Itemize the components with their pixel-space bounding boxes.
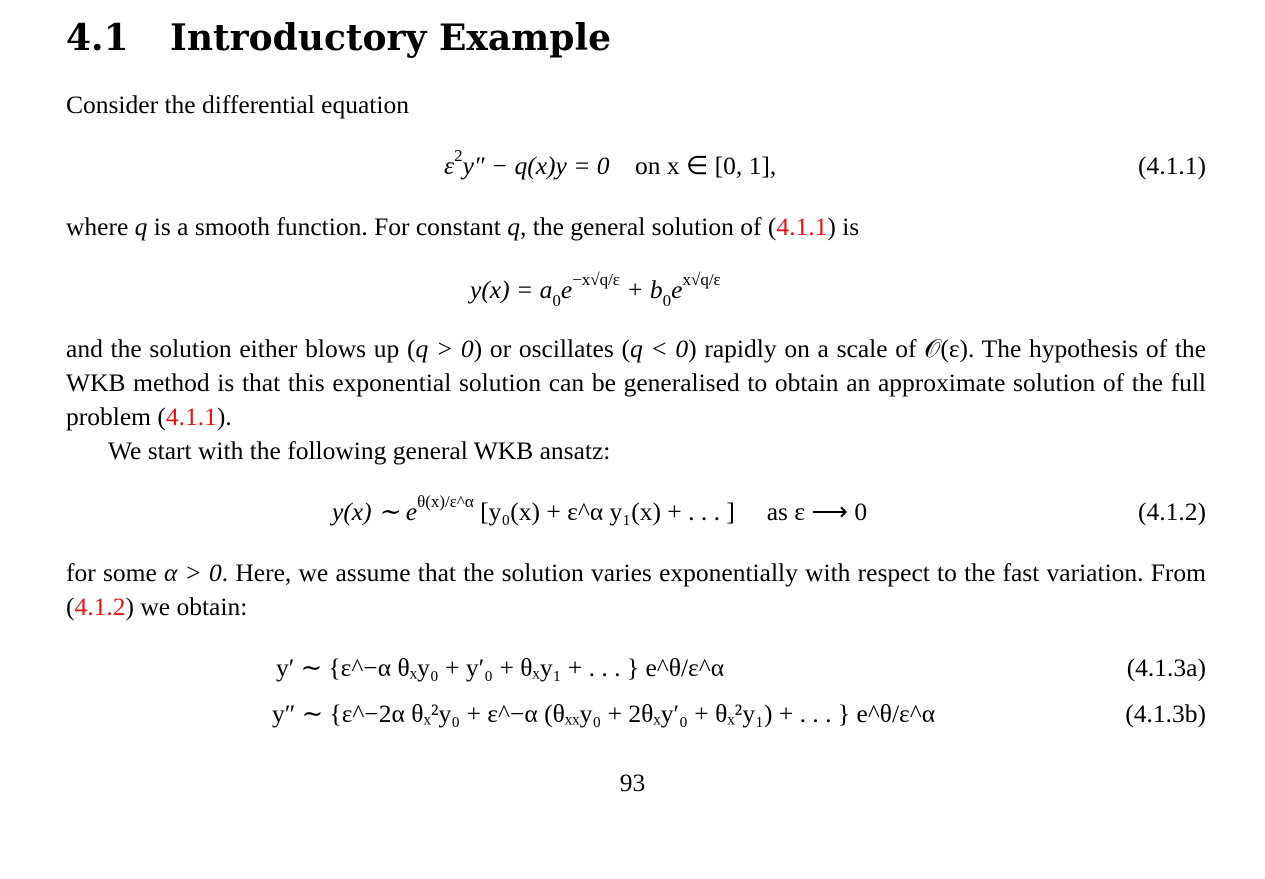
paragraph-smooth-function: where q is a smooth function. For constant q, the general solution of (4.1.1) is [66,212,860,241]
equation-4-1-2 [66,492,1206,532]
equation-4-1-1 [66,146,1206,186]
equation-4-1-2-body: y(x) ∼ $e^{\theta(x)/\varepsilon\^{}\alpha}$ [y₀(x) + ε^α y₁(x) + . . . ] as ε ⟶ 0 [332,491,868,526]
equation-ref-link[interactable]: 4.1.1 [165,402,217,431]
section-heading [66,14,611,62]
equation-4-1-3a [66,648,1206,688]
general-solution-body: $y(x) = a_0e^{-x√q/\varepsilon} + b_0e^{x√q/\varepsilon}$ [470,269,721,311]
equation-4-1-3a-body: y′ ∼ {ε^−α θₓy₀ + y′₀ + θₓy₁ + . . . } e^θ/ε^α [276,653,725,682]
paragraph-ansatz-intro: We start with the following general WKB ansatz: [108,436,611,465]
equation-4-1-3b-body: y″ ∼ {ε^−2α θₓ²y₀ + ε^−α (θₓₓy₀ + 2θₓy′₀ + θₓ²y₁) + . . . } e^θ/ε^α [272,699,936,728]
equation-ref-link[interactable]: 4.1.1 [776,212,828,241]
page-number: 93 [619,768,646,797]
equation-label: (4.1.1) [1138,151,1206,180]
paragraph-wkb-hypothesis: and the solution either blows up (q > 0) or oscillates (q < 0) rapidly on a scale of 𝒪(ε). The hypothesis of the WKB method is that this exponential solution can be generalised to obtain an approximate solution of the full problem (4.1.1). [66,334,1206,431]
equation-4-1-3b [66,694,1206,734]
equation-label: (4.1.3b) [1125,699,1206,728]
equation-4-1-1-body: $\varepsilon^2y'' - q(x)y = 0$ on x ∈ [0, 1], [444,145,777,180]
equation-label: (4.1.2) [1138,497,1206,526]
equation-ref-link[interactable]: 4.1.2 [74,592,126,621]
paragraph-exponential-variation: for some α > 0. Here, we assume that the solution varies exponentially with respect to the fast variation. From (4.1.2) we obtain: [66,558,1207,621]
section-number: 4.1 [66,17,129,59]
paragraph-intro: Consider the differential equation [66,90,409,119]
equation-label: (4.1.3a) [1126,653,1206,682]
equation-general-solution [66,270,1206,310]
section-title: Introductory Example [170,17,612,59]
